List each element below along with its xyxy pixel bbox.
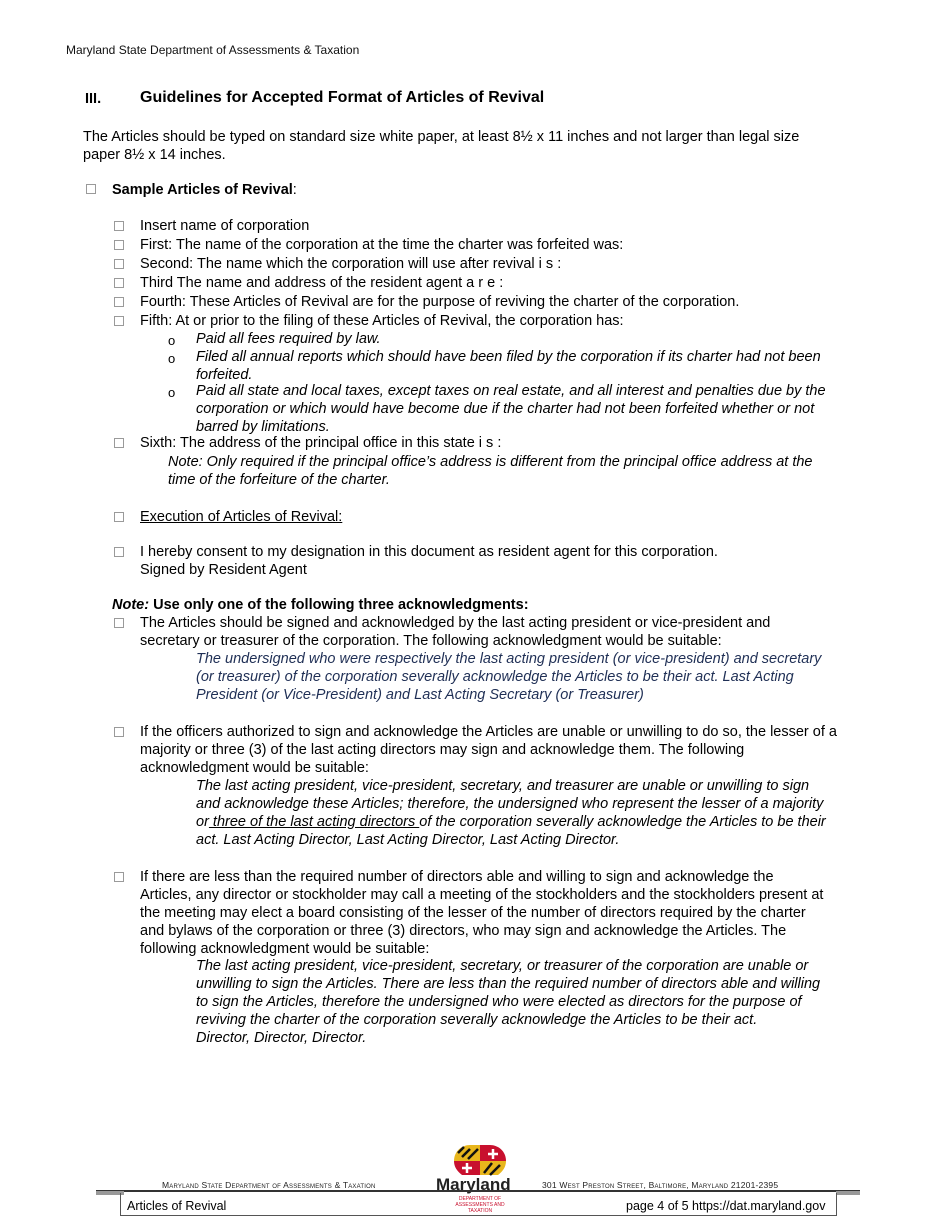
sub-item (196, 382, 826, 436)
checkbox-icon (86, 184, 96, 194)
footer-url-link[interactable]: https://dat.maryland.gov (692, 1199, 826, 1213)
ack-quote-line (196, 813, 826, 831)
page-number: page 4 of 5 (626, 1199, 689, 1213)
footer-divider (120, 1193, 121, 1215)
ack-quote-line: (or treasurer) of the corporation severally acknowledge the Articles to be their act. Last Acting (196, 669, 794, 685)
ack-quote-underlined: three of the last acting directors (208, 814, 420, 830)
ack-quote-line: The last acting president, vice-president, secretary, or treasurer of the corporation are unable or (196, 958, 809, 974)
ack-quote-line: President (or Vice-President) and Last Acting Secretary (or Treasurer) (196, 687, 644, 703)
ack-quote-line: act. Last Acting Director, Last Acting Director, Last Acting Director. (196, 832, 620, 848)
maryland-flag-shape (452, 1143, 508, 1177)
ack-line: Articles, any director or stockholder may call a meeting of the stockholders and the stockholders present at (140, 887, 824, 903)
ack-quote-line: Director, Director, Director. (196, 1030, 367, 1046)
ack-quote-line: unwilling to sign the Articles. There are less than the required number of directors able and willing (196, 976, 821, 992)
ack-line: The Articles should be signed and acknowledged by the last acting president or vice-president and (140, 615, 771, 631)
ack-quote (196, 777, 826, 849)
circle-bullet-icon: o (168, 333, 176, 348)
ack-quote (196, 957, 820, 1047)
ack-line: If the officers authorized to sign and acknowledge the Articles are unable or unwilling to do so, the lesser of a (140, 724, 837, 740)
checkbox-icon (114, 547, 124, 557)
sixth-note-line: time of the forfeiture of the charter. (168, 472, 390, 488)
ack-quote-line: The undersigned who were respectively the last acting president (or vice-president) and secretary (196, 651, 822, 667)
logo-subtitle-line: ASSESSMENTS AND TAXATION (455, 1202, 505, 1214)
checkbox-icon (114, 438, 124, 448)
sub-item (196, 330, 381, 348)
ack-quote-line: reviving the charter of the corporation severally acknowledge the Articles to be their act. (196, 1012, 758, 1028)
sub-item-line: corporation or which would have become due if the charter had not been forfeited whether or not (196, 401, 815, 417)
maryland-flag-icon (452, 1143, 508, 1177)
section-number: III. (85, 91, 102, 107)
intro-paragraph (83, 128, 873, 164)
consent-text: I hereby consent to my designation in this document as resident agent for this corporation. (140, 544, 718, 560)
ack-quote (196, 650, 821, 704)
ack-quote-line: The last acting president, vice-president, secretary, and treasurer are unable or unwilling to sign (196, 778, 810, 794)
list-item: Fifth: At or prior to the filing of these Articles of Revival, the corporation has: (140, 313, 624, 329)
footer-rule-cap (836, 1191, 860, 1195)
sub-item-line: Paid all state and local taxes, except taxes on real estate, and all interest and penalties due by the (196, 383, 826, 399)
ack-line: secretary or treasurer of the corporation. The following acknowledgment would be suitable: (140, 633, 722, 649)
list-item: Third The name and address of the resident agent a r e : (140, 275, 504, 291)
checkbox-icon (114, 259, 124, 269)
intro-line: paper 8½ x 14 inches. (83, 147, 226, 163)
checkbox-icon (114, 221, 124, 231)
logo-wordmark: Maryland (436, 1175, 511, 1194)
signed-by-text: Signed by Resident Agent (140, 562, 307, 578)
checkbox-icon (114, 618, 124, 628)
intro-line: The Articles should be typed on standard size white paper, at least 8½ x 11 inches and not larger than legal size (83, 129, 800, 145)
sub-item-line: forfeited. (196, 367, 253, 383)
footer-page-info (626, 1197, 825, 1215)
sample-heading (112, 181, 297, 199)
list-item: Insert name of corporation (140, 218, 310, 234)
note-heading (112, 596, 529, 614)
checkbox-icon (114, 297, 124, 307)
sample-heading-colon: : (292, 182, 297, 198)
section-title: Guidelines for Accepted Format of Articles of Revival (140, 89, 545, 106)
footer-rule (96, 1190, 860, 1192)
ack-paragraph (140, 868, 823, 958)
checkbox-icon (114, 872, 124, 882)
circle-bullet-icon: o (168, 351, 176, 366)
execution-heading: Execution of Articles of Revival: (140, 509, 343, 525)
ack-quote-part: of the corporation severally acknowledge the Articles to be their (419, 814, 826, 830)
sixth-note-line: Note: Only required if the principal office’s address is different from the principal office address at the (168, 454, 813, 470)
ack-line: acknowledgment would be suitable: (140, 760, 369, 776)
circle-bullet-icon: o (168, 385, 176, 400)
note-label: Note: (112, 597, 150, 613)
footer-divider (836, 1193, 837, 1215)
sixth-note (168, 453, 813, 489)
note-text: Use only one of the following three acknowledgments: (149, 597, 529, 613)
list-item: Sixth: The address of the principal office in this state i s : (140, 435, 502, 451)
sub-item-line: Paid all fees required by law. (196, 331, 381, 347)
checkbox-icon (114, 278, 124, 288)
ack-paragraph (140, 723, 837, 777)
document-header: Maryland State Department of Assessments & Taxation (66, 43, 360, 57)
ack-line: If there are less than the required number of directors able and willing to sign and acknowledge the (140, 869, 774, 885)
ack-line: majority or three (3) of the last acting directors may sign and acknowledge them. The following (140, 742, 745, 758)
ack-paragraph (140, 614, 770, 650)
list-item: Fourth: These Articles of Revival are for the purpose of reviving the charter of the corporation. (140, 294, 740, 310)
ack-quote-line: to sign the Articles, therefore the undersigned who were elected as directors for the purpose of (196, 994, 802, 1010)
footer-org: Maryland State Department of Assessments & Taxation (162, 1180, 376, 1190)
checkbox-icon (114, 727, 124, 737)
ack-line: and bylaws of the corporation or three (3) directors, who may sign and acknowledge the Articles. The (140, 923, 787, 939)
list-item: First: The name of the corporation at the time the charter was forfeited was: (140, 237, 624, 253)
sub-item-line: Filed all annual reports which should have been filed by the corporation if its charter had not been (196, 349, 821, 365)
sub-item (196, 348, 821, 384)
ack-quote-line: and acknowledge these Articles; therefore, the undersigned who represent the lesser of a majority (196, 796, 824, 812)
footer-doc-name: Articles of Revival (127, 1199, 227, 1213)
logo-subtitle-line: DEPARTMENT OF (458, 1196, 502, 1202)
footer-address: 301 West Preston Street, Baltimore, Maryland 21201-2395 (542, 1180, 779, 1190)
ack-quote-part: or (196, 814, 209, 830)
list-item: Second: The name which the corporation will use after revival i s : (140, 256, 562, 272)
checkbox-icon (114, 316, 124, 326)
logo-subtitle (448, 1196, 512, 1214)
ack-line: following acknowledgment would be suitable: (140, 941, 430, 957)
footer-bottom-rule (120, 1215, 837, 1216)
sub-item-line: barred by limitations. (196, 419, 330, 435)
checkbox-icon (114, 512, 124, 522)
ack-line: the meeting may elect a board consisting of the lesser of the number of directors required by the charter (140, 905, 806, 921)
checkbox-icon (114, 240, 124, 250)
sample-heading-label: Sample Articles of Revival (112, 182, 293, 198)
